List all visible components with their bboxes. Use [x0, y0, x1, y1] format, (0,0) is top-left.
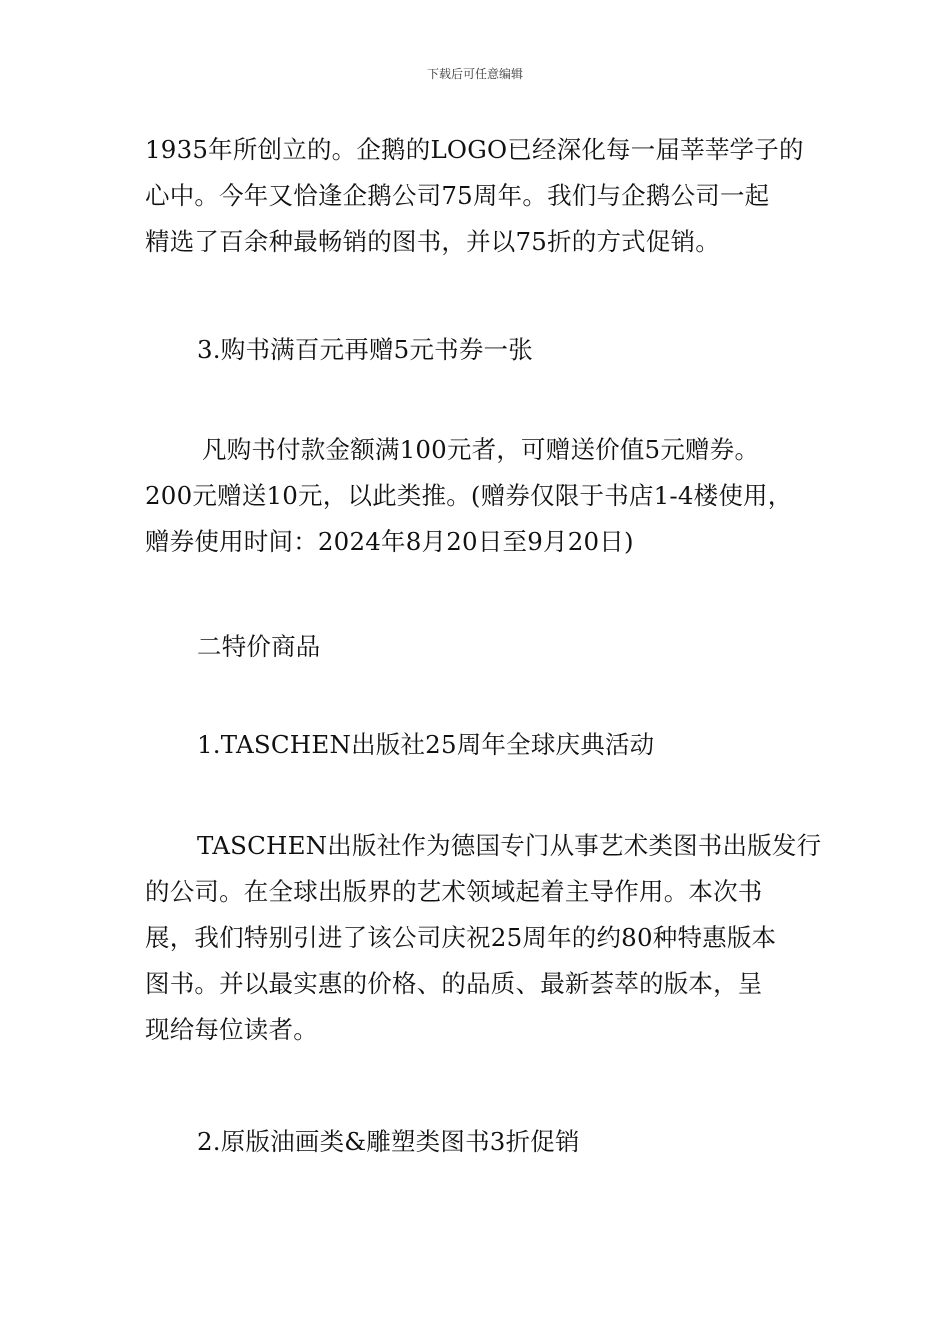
text-line: 赠券使用时间：2024年8月20日至9月20日)	[145, 527, 634, 556]
text-line: 精选了百余种最畅销的图书，并以75折的方式促销。	[145, 227, 720, 256]
text-line: 心中。今年又恰逢企鹅公司75周年。我们与企鹅公司一起	[145, 181, 770, 210]
text-line: TASCHEN出版社作为德国专门从事艺术类图书出版发行	[197, 831, 822, 860]
paragraph-coupon-details	[145, 427, 815, 565]
page-header: 下载后可任意编辑	[426, 67, 523, 81]
text-line: 1.TASCHEN出版社25周年全球庆典活动	[197, 730, 655, 759]
text-line: 的公司。在全球出版界的艺术领域起着主导作用。本次书	[145, 877, 763, 906]
text-line: 1935年所创立的。企鹅的LOGO已经深化每一届莘莘学子的	[145, 135, 804, 164]
paragraph-taschen-details	[145, 823, 822, 1053]
text-line: 现给每位读者。	[145, 1015, 318, 1044]
text-line: 二特价商品	[197, 632, 321, 661]
heading-oil-painting-sale	[145, 1119, 815, 1165]
text-line: 展，我们特别引进了该公司庆祝25周年的约80种特惠版本	[145, 923, 777, 952]
text-line: 凡购书付款金额满100元者，可赠送价值5元赠券。	[202, 435, 760, 464]
heading-special-items	[145, 624, 815, 670]
paragraph-penguin-intro	[145, 127, 815, 265]
text-line: 图书。并以最实惠的价格、的品质、最新荟萃的版本，呈	[145, 969, 763, 998]
text-line: 2.原版油画类&雕塑类图书3折促销	[197, 1127, 580, 1156]
text-line: 200元赠送10元，以此类推。(赠券仅限于书店1-4楼使用，	[145, 481, 793, 510]
text-line: 3.购书满百元再赠5元书券一张	[197, 335, 533, 364]
heading-coupon-offer	[145, 327, 815, 373]
heading-taschen-event	[145, 722, 815, 768]
